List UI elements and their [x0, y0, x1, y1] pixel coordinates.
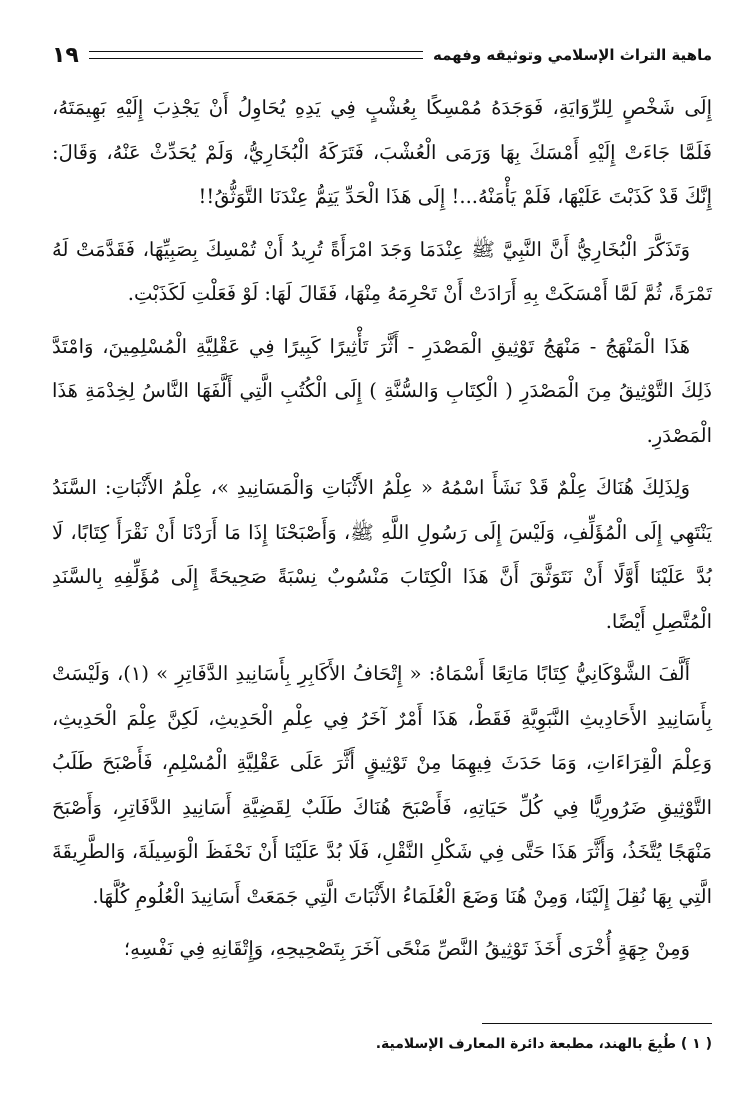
paragraph-2: وَتَذَكَّرَ الْبُخَارِيُّ أَنَّ النَّبِيَّ ﷺ عِنْدَمَا وَجَدَ امْرَأَةً تُرِيدُ أَنْ تُمْسِكَ بِصَبِيِّهَا، فَقَدَّمَتْ لَهُ تَمْرَةً، ثُمَّ لَمَّا أَمْسَكَتْ بِهِ أَرَادَتْ أَنْ تَحْرِمَهُ مِنْهَا، فَقَالَ لَهَا: لَوْ فَعَلْتِ لَكَذَبْتِ.: [52, 237, 712, 305]
footnote-rule: [482, 1023, 712, 1024]
header-rule: [89, 51, 423, 59]
book-page: [52, 38, 712, 1078]
paragraph-1: إِلَى شَخْصٍ لِلرِّوَايَةِ، فَوَجَدَهُ مُمْسِكًا بِعُشْبٍ فِي يَدِهِ يُحَاوِلُ أَنْ يَجْذِبَ إِلَيْهِ بَهِيمَتَهُ، فَلَمَّا جَاءَتْ إِلَيْهِ أَمْسَكَ بِهَا وَرَمَى الْعُشْبَ، فَتَرَكَهُ الْبُخَارِيُّ، وَلَمْ يُحَدِّثْ عَنْهُ، وَقَالَ: إِنَّكَ قَدْ كَذَبْتَ عَلَيْهَا، فَلَمْ يَأْمَنْهُ...! إِلَى هَذَا الْحَدِّ يَتِمُّ عِنْدَنَا التَّوَثُّقُ!!: [52, 96, 712, 208]
paragraph-6: وَمِنْ جِهَةٍ أُخْرَى أَخَذَ تَوْثِيقُ النَّصِّ مَنْحًى آخَرَ بِتَصْحِيحِهِ، وَإِتْقَانِهِ فِي نَفْسِهِ؛: [123, 937, 690, 960]
header-title: ماهية التراث الإسلامي وتوثيقه وفهمه: [433, 46, 712, 64]
paragraph-4: وَلِذَلِكَ هُنَاكَ عِلْمٌ قَدْ نَشَأَ اسْمُهُ « عِلْمُ الأَثْبَاتِ وَالْمَسَانِيدِ »، عِلْمُ الأَثْبَاتِ: السَّنَدُ يَنْتَهِي إِلَى الْمُؤَلِّفِ، وَلَيْسَ إِلَى رَسُولِ اللَّهِ ﷺ، وَأَصْبَحْنَا إِذَا مَا أَرَدْنَا أَنْ نَقْرَأَ كِتَابًا، لَا بُدَّ عَلَيْنَا أَوَّلًا أَنْ نَتَوَثَّقَ أَنَّ هَذَا الْكِتَابَ مَنْسُوبٌ نِسْبَةً صَحِيحَةً إِلَى مُؤَلِّفِهِ بِالسَّنَدِ الْمُتَّصِلِ أَيْضًا.: [52, 476, 712, 633]
page-number: ١٩: [52, 42, 79, 68]
paragraph-3: هَذَا الْمَنْهَجُ - مَنْهَجُ تَوْثِيقِ الْمَصْدَرِ - أَثَّرَ تَأْثِيرًا كَبِيرًا فِي عَقْلِيَّةِ الْمُسْلِمِينَ، وَامْتَدَّ ذَلِكَ التَّوْثِيقُ مِنَ الْمَصْدَرِ ( الْكِتَابِ وَالسُّنَّةِ ) إِلَى الْكُتُبِ الَّتِي أَلَّفَهَا النَّاسُ لِخِدْمَةِ هَذَا الْمَصْدَرِ.: [52, 334, 712, 447]
paragraph-5: أَلَّفَ الشَّوْكَانِيُّ كِتَابًا مَاتِعًا أَسْمَاهُ: « إِتْحَافُ الأَكَابِرِ بِأَسَانِيدِ الدَّفَاتِرِ » (١)، وَلَيْسَتْ بِأَسَانِيدِ الأَحَادِيثِ النَّبَوِيَّةِ فَقَطْ، هَذَا أَمْرٌ آخَرُ فِي عِلْمِ الْحَدِيثِ، لَكِنَّ عِلْمَ الْحَدِيثِ، وَعِلْمَ الْقِرَاءَاتِ، وَمَا حَدَثَ فِيهِمَا مِنْ تَوْثِيقٍ أَثَّرَ عَلَى عَقْلِيَّةِ الْمُسْلِمِ، فَأَصْبَحَ طَلَبُ التَّوْثِيقِ ضَرُورِيًّا فِي كُلِّ حَيَاتِهِ، فَأَصْبَحَ هُنَاكَ طَلَبٌ لِقَضِيَّةِ أَسَانِيدِ الدَّفَاتِرِ، وَأَصْبَحَ مَنْهَجًا يُتَّخَذُ، وَأَثَّرَ هَذَا حَتَّى فِي شَكْلِ النَّقْلِ، فَلَا بُدَّ عَلَيْنَا أَنْ نَحْفَظَ الْوَسِيلَةَ، وَالطَّرِيقَةَ الَّتِي بِهَا نُقِلَ إِلَيْنَا، وَمِنْ هُنَا وَضَعَ الْعُلَمَاءُ الأَثْبَاتَ الَّتِي جَمَعَتْ أَسَانِيدَ الْعُلُومِ كُلَّهَا.: [52, 662, 712, 908]
footnote: ( ١ ) طُبِعَ بالهند، مطبعة دائرة المعارف الإسلامية.: [375, 1036, 712, 1052]
running-header: [52, 38, 712, 72]
body-text: [52, 86, 712, 972]
